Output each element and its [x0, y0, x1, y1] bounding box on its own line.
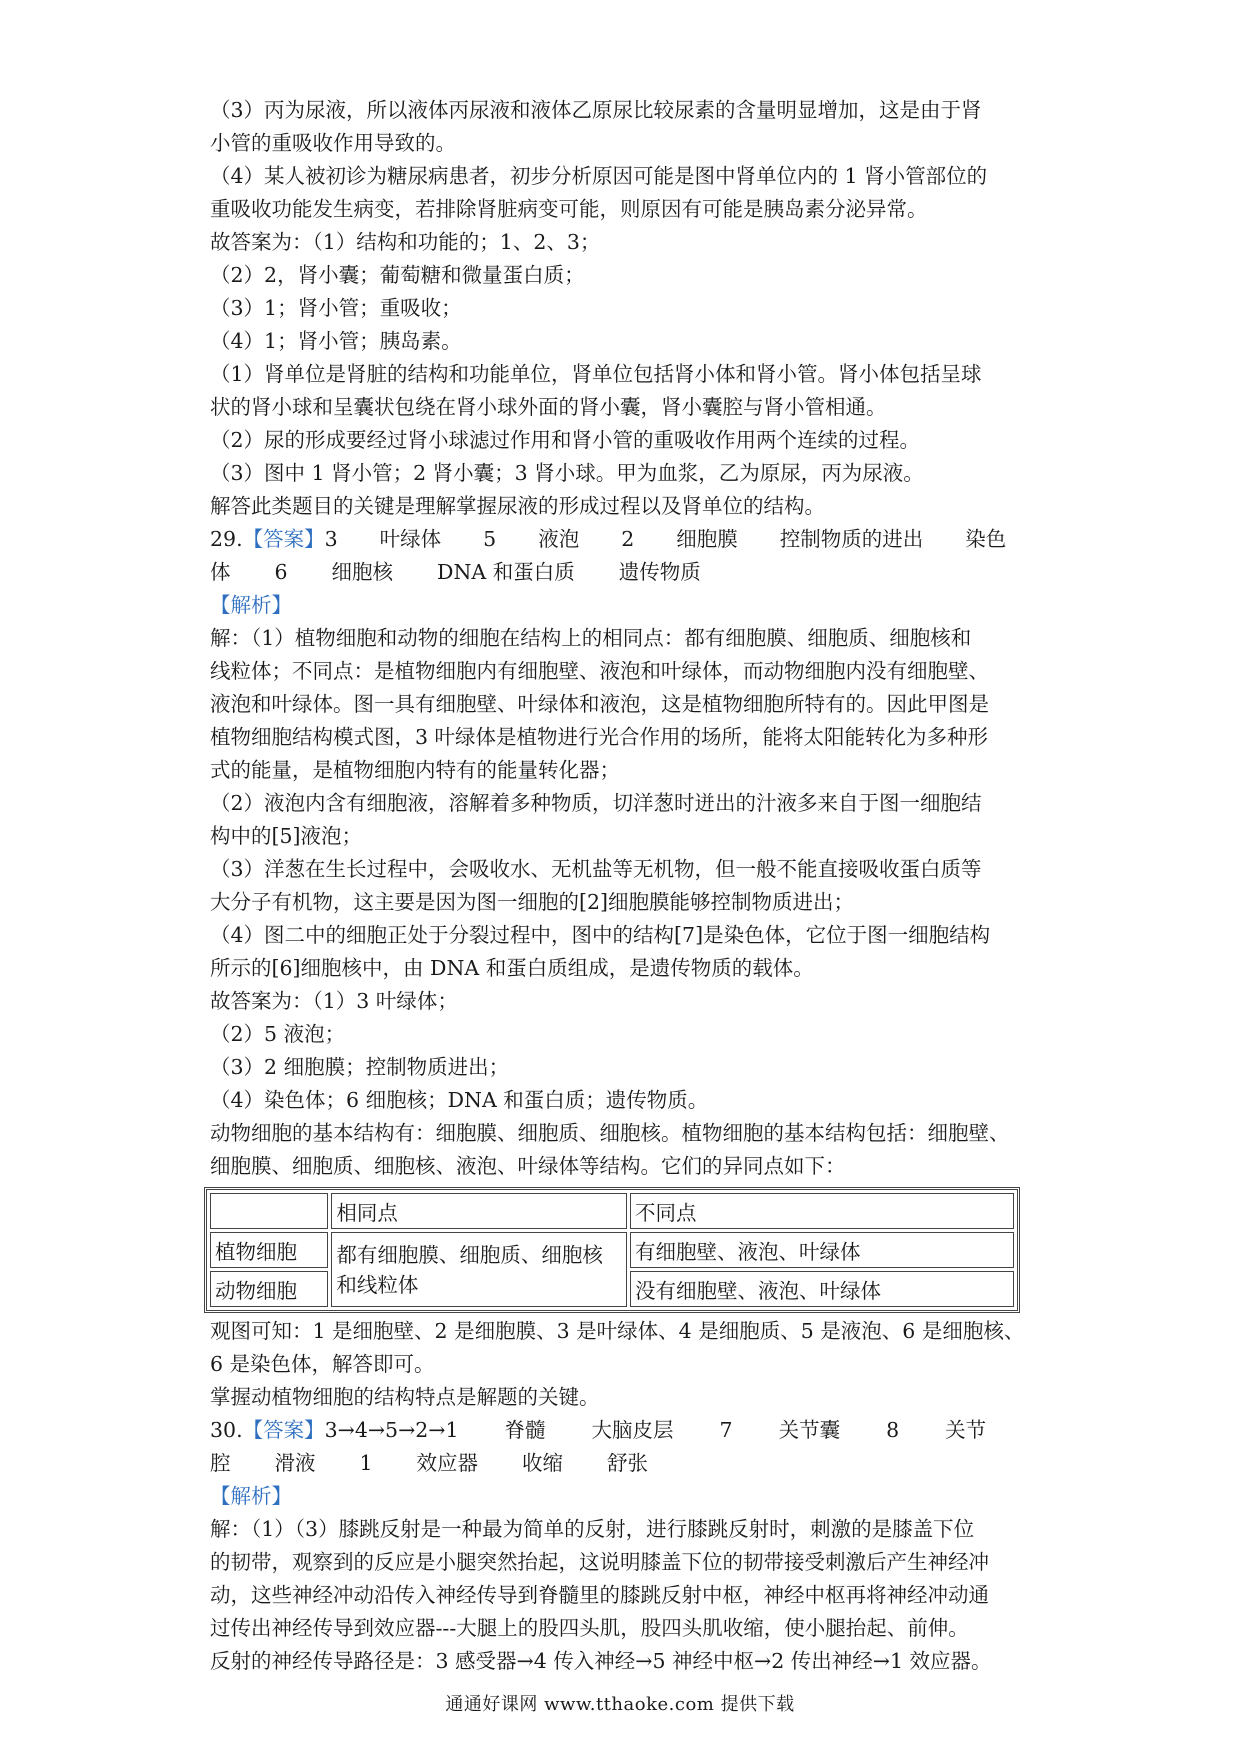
q29-analysis-line: 动物细胞的基本结构有：细胞膜、细胞质、细胞核。植物细胞的基本结构包括：细胞壁、 — [210, 1121, 1010, 1145]
q29-analysis-line: （4）染色体；6 细胞核；DNA 和蛋白质；遗传物质。 — [210, 1088, 709, 1112]
q29-answer-token: 6 — [274, 560, 288, 584]
q30-answers-row1 — [325, 1418, 987, 1442]
q29-analysis-tag: 【解析】 — [210, 593, 292, 617]
q29-answer-token: 细胞膜 — [676, 527, 738, 551]
text-line: 故答案为：（1）结构和功能的；1、2、3； — [210, 230, 601, 254]
table-header-same: 相同点 — [331, 1193, 627, 1229]
q29-answer-token: 3 — [324, 527, 338, 551]
q30-answer-line — [210, 1414, 1040, 1447]
text-line: （4）某人被初诊为糖尿病患者，初步分析原因可能是图中肾单位内的 1 肾小管部位的 — [210, 164, 988, 188]
q29-analysis-line: （3）洋葱在生长过程中，会吸收水、无机盐等无机物，但一般不能直接吸收蛋白质等 — [210, 857, 982, 881]
page-content — [210, 94, 1040, 1678]
q29-answer-token: 体 — [210, 560, 231, 584]
q29-analysis-text — [210, 622, 1040, 1183]
q29-analysis-line: 解：（1）植物细胞和动物的细胞在结构上的相同点：都有细胞膜、细胞质、细胞核和 — [210, 626, 972, 650]
q29-analysis-line: 式的能量，是植物细胞内特有的能量转化器； — [210, 758, 620, 782]
q29-conclusion-line: 观图可知：1 是细胞壁、2 是细胞膜、3 是叶绿体、4 是细胞质、5 是液泡、6 是细胞核、 — [210, 1319, 1025, 1343]
q30-answer-token: 7 — [719, 1418, 733, 1442]
text-line: （1）肾单位是肾脏的结构和功能单位，肾单位包括肾小体和肾小管。肾小体包括呈球 — [210, 362, 982, 386]
text-line: （3）丙为尿液，所以液体丙尿液和液体乙原尿比较尿素的含量明显增加，这是由于肾 — [210, 98, 982, 122]
previous-answer-analysis — [210, 94, 1040, 523]
text-line: （4）1；肾小管；胰岛素。 — [210, 329, 462, 353]
q30-answer-token: 收缩 — [522, 1451, 564, 1475]
q29-answer-token: 叶绿体 — [379, 527, 442, 551]
q30-answer-token: 效应器 — [416, 1451, 479, 1475]
q30-answer-token: 1 — [359, 1451, 373, 1475]
q29-answer-token: 液泡 — [538, 527, 580, 551]
q29-analysis-line: 植物细胞结构模式图，3 叶绿体是植物进行光合作用的场所，能将太阳能转化为多种形 — [210, 725, 989, 749]
q29-conclusion-line: 掌握动植物细胞的结构特点是解题的关键。 — [210, 1385, 600, 1409]
q30-analysis-line: 解：（1）（3）膝跳反射是一种最为简单的反射，进行膝跳反射时，刺激的是膝盖下位 — [210, 1517, 975, 1541]
q29-answers-row1 — [325, 527, 1007, 551]
text-line: 小管的重吸收作用导致的。 — [210, 131, 456, 155]
q29-analysis-line: 液泡和叶绿体。图一具有细胞壁、叶绿体和液泡，这是植物细胞所特有的。因此甲图是 — [210, 692, 989, 716]
table-header-row — [210, 1193, 1014, 1229]
q29-analysis-line: （2）液泡内含有细胞液，溶解着多种物质，切洋葱时迸出的汁液多来自于图一细胞结 — [210, 791, 982, 815]
q30-answer-token: 关节囊 — [778, 1418, 841, 1442]
q29-answer-line — [210, 523, 1040, 556]
q30-answer-token: 脊髓 — [504, 1418, 546, 1442]
cell-comparison-table — [204, 1187, 1020, 1313]
text-line: （3）1；肾小管；重吸收； — [210, 296, 462, 320]
page-footer: 通通好课网 www.tthaoke.com 提供下载 — [445, 1694, 795, 1715]
q30-answer-token: 滑液 — [274, 1451, 316, 1475]
q29-analysis-line: （4）图二中的细胞正处于分裂过程中，图中的结构[7]是染色体，它位于图一细胞结构 — [210, 923, 991, 947]
q30-number: 30. — [210, 1418, 243, 1442]
q29-conclusion — [210, 1315, 1040, 1414]
q30-answer-line-2 — [210, 1447, 1040, 1480]
text-line: （3）图中 1 肾小管；2 肾小囊；3 肾小球。甲为血浆，乙为原尿，丙为尿液。 — [210, 461, 924, 485]
text-line: （2）2，肾小囊；葡萄糖和微量蛋白质； — [210, 263, 585, 287]
q30-analysis-line: 过传出神经传导到效应器---大腿上的股四头肌，股四头肌收缩，使小腿抬起、前伸。 — [210, 1616, 969, 1640]
q29-answer-token: 5 — [483, 527, 497, 551]
q29-analysis-line: 大分子有机物，这主要是因为图一细胞的[2]细胞膜能够控制物质进出； — [210, 890, 855, 914]
q29-analysis-line: 故答案为：（1）3 叶绿体； — [210, 989, 458, 1013]
q30-answers-row2 — [210, 1451, 648, 1475]
q30-answer-token: 大脑皮层 — [591, 1418, 674, 1442]
text-line: 重吸收功能发生病变，若排除肾脏病变可能，则原因有可能是胰岛素分泌异常。 — [210, 197, 928, 221]
table-row-plant — [210, 1232, 1014, 1268]
q29-answer-token: 染色 — [965, 527, 1007, 551]
q29-answer-token: 细胞核 — [331, 560, 394, 584]
q29-analysis-line: （2）5 液泡； — [210, 1022, 346, 1046]
q29-answer-tag: 【答案】 — [242, 527, 325, 551]
q29-answer-token: 控制物质的进出 — [779, 527, 924, 551]
q30-analysis-text — [210, 1513, 1040, 1678]
text-line: （2）尿的形成要经过肾小球滤过作用和肾小管的重吸收作用两个连续的过程。 — [210, 428, 921, 452]
table-cell-same: 都有细胞膜、细胞质、细胞核和线粒体 — [331, 1232, 627, 1307]
q29-answer-line-2 — [210, 556, 1040, 589]
q29-analysis-line: （3）2 细胞膜；控制物质进出； — [210, 1055, 510, 1079]
q29-analysis-line: 线粒体；不同点：是植物细胞内有细胞壁、液泡和叶绿体，而动物细胞内没有细胞壁、 — [210, 659, 989, 683]
q29-answers-row2 — [210, 560, 701, 584]
q29-analysis-line: 构中的[5]液泡； — [210, 824, 363, 848]
q29-analysis-line: 细胞膜、细胞质、细胞核、液泡、叶绿体等结构。它们的异同点如下： — [210, 1154, 846, 1178]
q30-answer-token: 舒张 — [607, 1451, 649, 1475]
table-header-diff: 不同点 — [630, 1193, 1014, 1229]
table-cell-plant-diff: 有细胞壁、液泡、叶绿体 — [630, 1232, 1014, 1268]
text-line: 状的肾小球和呈囊状包绕在肾小球外面的肾小囊，肾小囊腔与肾小管相通。 — [210, 395, 887, 419]
q30-analysis-line: 反射的神经传导路径是：3 感受器→4 传入神经→5 神经中枢→2 传出神经→1 效应器。 — [210, 1649, 992, 1673]
q29-answer-token: DNA 和蛋白质 — [437, 560, 575, 584]
text-line: 解答此类题目的关键是理解掌握尿液的形成过程以及肾单位的结构。 — [210, 494, 825, 518]
q29-number: 29. — [210, 527, 243, 551]
table-cell-animal-diff: 没有细胞壁、液泡、叶绿体 — [630, 1271, 1014, 1307]
table-row-label-plant: 植物细胞 — [210, 1232, 328, 1268]
q29-answer-token: 2 — [621, 527, 635, 551]
q30-answer-token: 关节 — [945, 1418, 987, 1442]
q29-conclusion-line: 6 是染色体，解答即可。 — [210, 1352, 435, 1376]
q29-analysis-line: 所示的[6]细胞核中，由 DNA 和蛋白质组成，是遗传物质的载体。 — [210, 956, 814, 980]
table-header-empty — [210, 1193, 328, 1229]
q29-answer-token: 遗传物质 — [618, 560, 701, 584]
q30-analysis-tag: 【解析】 — [210, 1484, 292, 1508]
q30-answer-tag: 【答案】 — [242, 1418, 325, 1442]
q30-answer-token: 腔 — [210, 1451, 231, 1475]
q30-answer-token: 3→4→5→2→1 — [324, 1418, 459, 1442]
table-row-label-animal: 动物细胞 — [210, 1271, 328, 1307]
q30-analysis-line: 的韧带，观察到的反应是小腿突然抬起，这说明膝盖下位的韧带接受刺激后产生神经冲 — [210, 1550, 989, 1574]
q30-answer-token: 8 — [886, 1418, 900, 1442]
q30-analysis-line: 动，这些神经冲动沿传入神经传导到脊髓里的膝跳反射中枢，神经中枢再将神经冲动通 — [210, 1583, 989, 1607]
